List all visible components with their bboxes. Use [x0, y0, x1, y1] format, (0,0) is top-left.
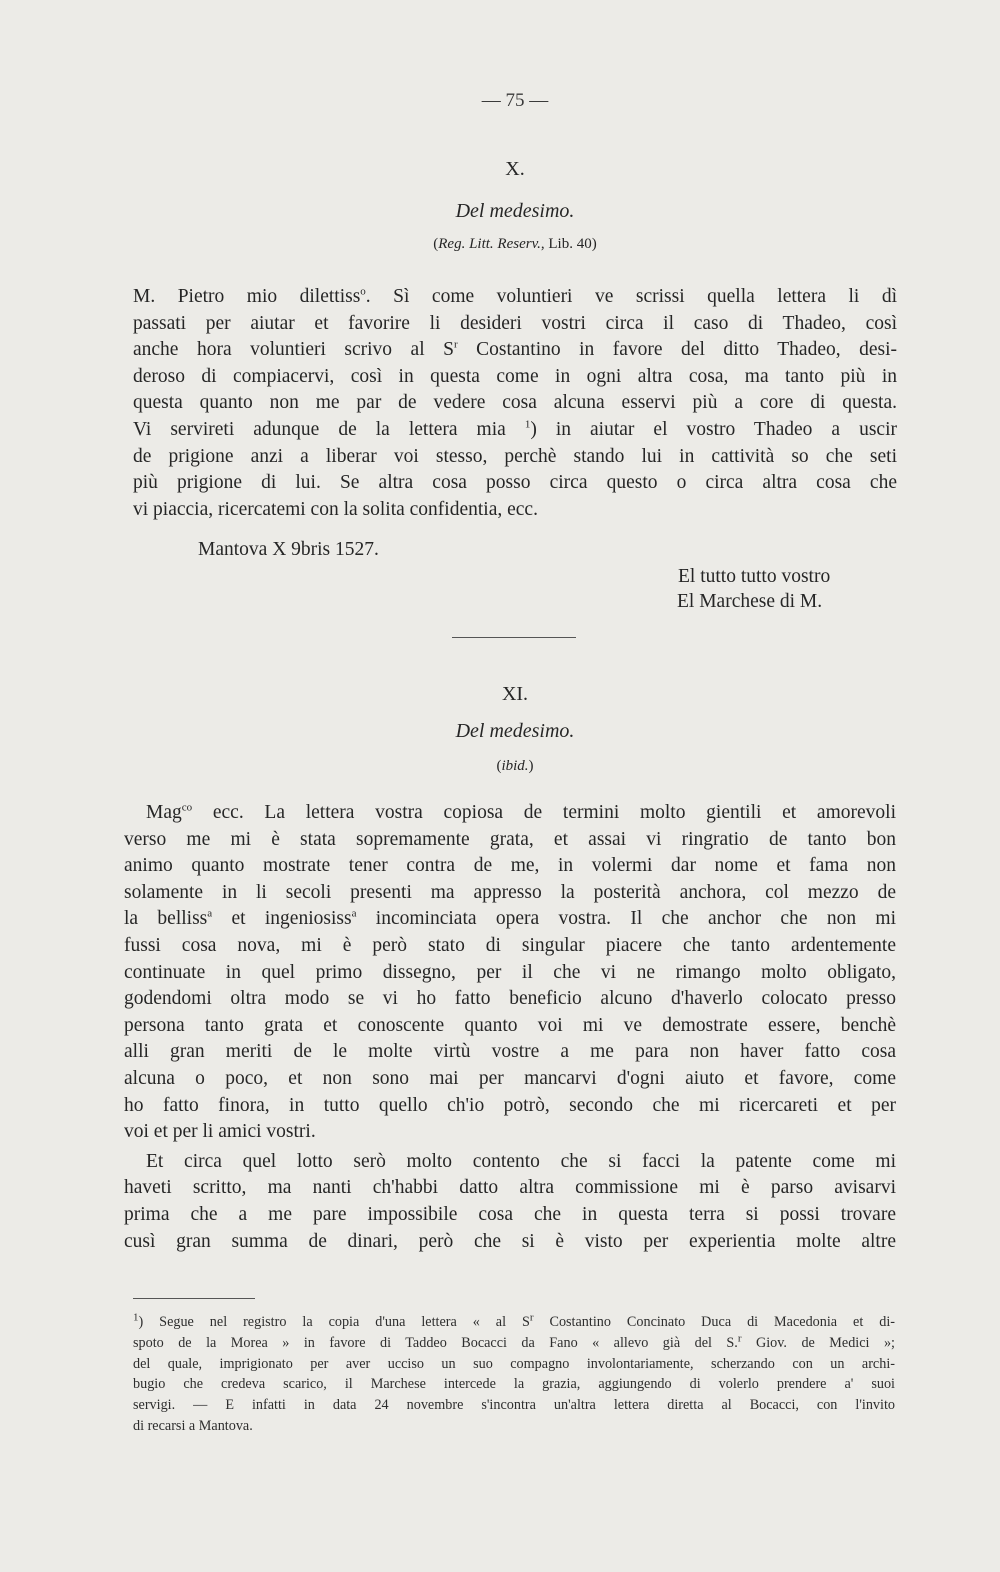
text-line: verso me mi è stata sopremamente grata, et assai vi ringratio de tanto bon [124, 828, 896, 850]
letter-x-title: Del medesimo. [455, 200, 575, 222]
text-line: Vi servireti adunque de la lettera mia $^1$) in aiutar el vostro Thadeo a uscir [133, 418, 897, 440]
footnote-line: del quale, imprigionato per aver ucciso un suo compagno involontariamente, scherzando con un archi- [133, 1355, 895, 1372]
footnote-line: bugio che credeva scarico, il Marchese intercede la grazia, aggiungendo di volerlo prendere a' suoi [133, 1376, 895, 1393]
footnote-ref: 1 [524, 418, 531, 431]
text-line: Et circa quel lotto serò molto contento che si facci la patente come mi [146, 1150, 896, 1172]
text-line: continuate in quel primo dissegno, per il che vi ne rimango molto obligato, [124, 961, 896, 983]
text-line: più prigione di lui. Se altra cosa posso circa questo o circa altra cosa che [133, 472, 897, 494]
footnote-line: di recarsi a Mantova. [133, 1417, 253, 1434]
text-line: fussi cosa nova, mi è però stato di singular piacere che tanto ardentemente [124, 934, 896, 956]
footnote-marker: 1 [133, 1311, 139, 1324]
letter-x-body [133, 284, 897, 523]
text-line: voi et per li amici vostri. [124, 1121, 316, 1143]
letter-xi-source: (ibid.) [496, 758, 534, 774]
letter-xi-body [124, 800, 896, 1255]
text-line: deroso di compiacervi, così in questa come in ogni altra cosa, ma tanto più in [133, 365, 897, 387]
text-line: M. Pietro mio dilettiss$^o$. Sì come voluntieri ve scrissi quella lettera li dì [133, 285, 897, 307]
letter-xi-title: Del medesimo. [455, 720, 575, 742]
text-line: passati per aiutar et favorire li desideri vostri circa il caso di Thadeo, così [133, 312, 897, 334]
letter-x-dateline: Mantova X 9bris 1527. [198, 539, 379, 560]
text-line: solamente in li secoli presenti ma appresso la posterità anchora, col mezzo de [124, 881, 896, 903]
page-number: — 75 — [481, 90, 549, 111]
letter-x-signature: El tutto tutto vostro El Marchese di M. [677, 566, 831, 612]
text-line: Mag$^{co}$ ecc. La lettera vostra copiosa de termini molto gientili et amorevoli [146, 801, 896, 823]
text-line: prima che a me pare impossibile cosa che in questa terra si possi trovare [124, 1203, 896, 1225]
footnote-line: servigi. — E infatti in data 24 novembre s'incontra un'altra lettera diretta al Bocacci, con l'invito [133, 1397, 895, 1414]
footnote [133, 1312, 895, 1437]
text-line: animo quanto mostrate tener contra de me, in volermi dar nome et fama non [124, 855, 896, 877]
text-line: anche hora voluntieri scrivo al $S^r$ Costantino in favore del ditto Thadeo, desi- [133, 338, 897, 361]
text-line: alli gran meriti de le molte virtù vostre a me para non haver fatto cosa [124, 1041, 896, 1063]
text-line: questa quanto non me par de vedere cosa alcuna esservi più a core di questa. [133, 392, 897, 414]
letter-x-numeral: X. [505, 158, 525, 180]
text-line: alcuna o poco, et non sono mai per mancarvi d'ogni aiuto et favore, come [124, 1067, 896, 1089]
footnote-line: $^1$) Segue nel registro la copia d'una lettera « al $S^r$ Costantino Concinato Duca di Macedonia et di- [133, 1311, 895, 1330]
section-divider [452, 637, 576, 638]
text-line: cusì gran summa de dinari, però che si è visto per experientia molte altre [124, 1230, 896, 1252]
footnote-rule [133, 1298, 255, 1299]
text-line: la belliss$^a$ et ingeniosiss$^a$ incominciata opera vostra. Il che anchor che non mi [124, 907, 896, 930]
text-line: de prigione anzi a liberar voi stesso, perchè stando lui in cattività so che seti [133, 445, 897, 467]
letter-x-source: (Reg. Litt. Reserv., Lib. 40) [433, 236, 597, 252]
text-line: persona tanto grata et conoscente quanto voi mi ve demostrate essere, benchè [124, 1014, 896, 1036]
text-line: vi piaccia, ricercatemi con la solita confidentia, ecc. [133, 498, 538, 520]
text-line: ho fatto finora, in tutto quello ch'io potrò, secondo che mi ricercareti et per [124, 1094, 896, 1116]
letter-xi-numeral: XI. [501, 683, 529, 705]
text-line: haveti scritto, ma nanti ch'habbi datto altra commissione mi è parso avisarvi [124, 1177, 896, 1199]
footnote-line: spoto de la Morea » in favore di Taddeo Bocacci da Fano « allevo già del S.$^r$ Giov. de Medici »; [133, 1332, 895, 1351]
text-line: godendomi oltra modo se vi ho fatto beneficio alcuno d'haverlo colocato presso [124, 988, 896, 1010]
